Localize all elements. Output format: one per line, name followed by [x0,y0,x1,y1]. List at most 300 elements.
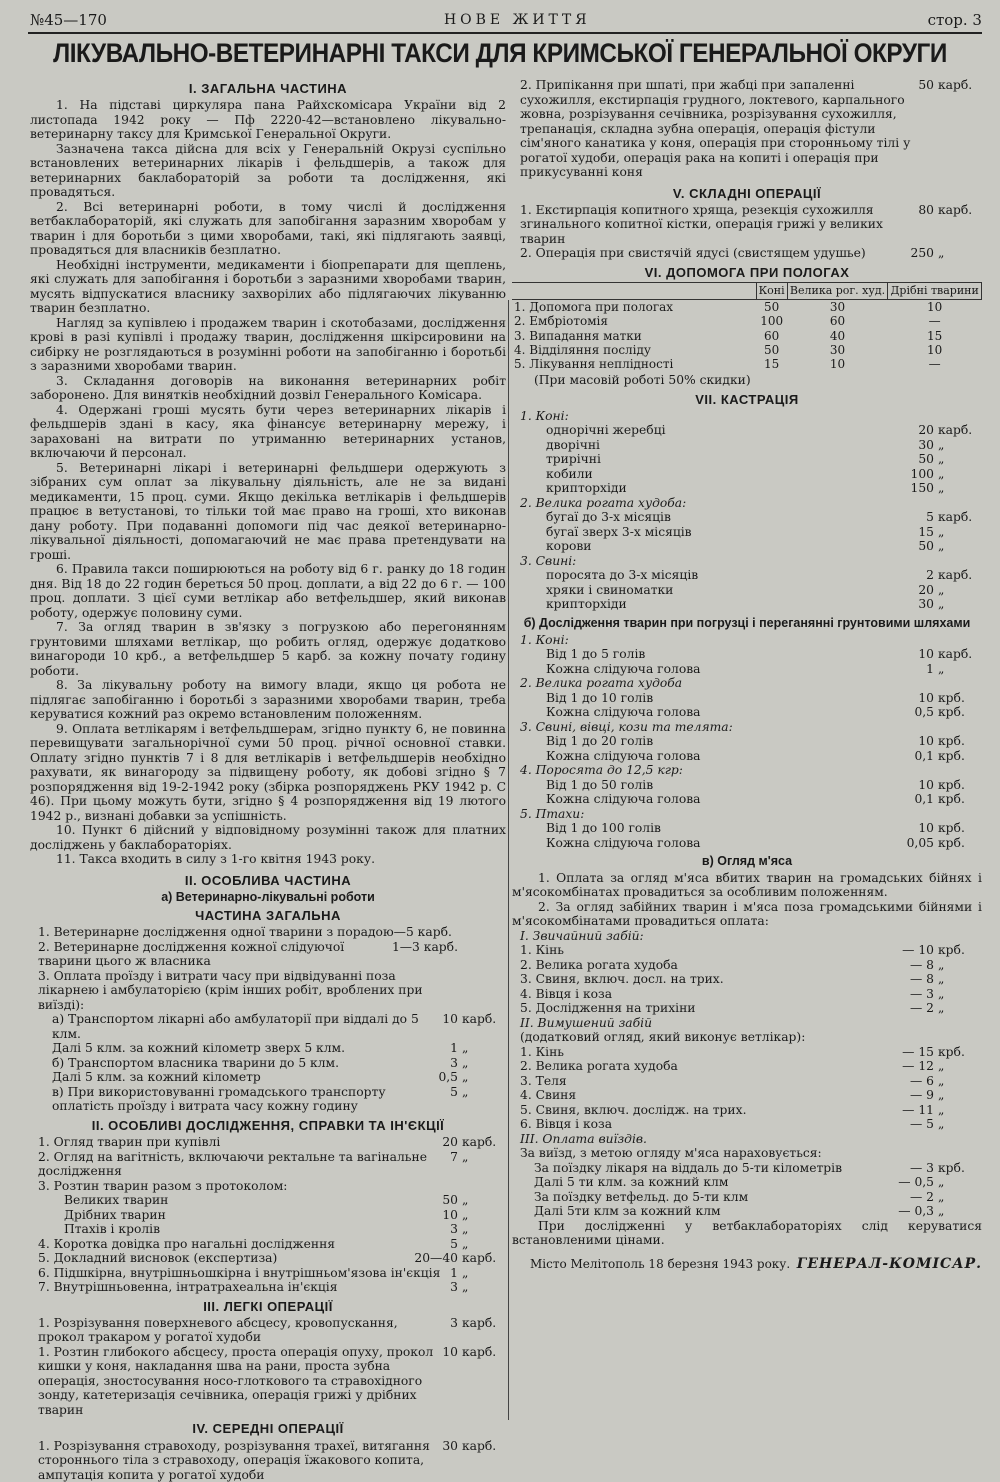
fee-amount: 1 [926,661,934,676]
general-paragraph: 10. Пункт 6 дійсний у відповідному розумінні також для платних досліджень у баклабораторіях. [30,823,506,852]
fee-amount: 10 [442,1344,458,1359]
obstetrics-row [512,314,982,328]
transport-row [512,691,982,706]
fee-amount: 80 [918,202,934,217]
meat-fee-row [512,1204,982,1219]
fee-label: 3. Теля [520,1073,567,1088]
subsection-general: ЧАСТИНА ЗАГАЛЬНА [195,907,341,923]
general-fees-list [30,925,506,1114]
obstetrics-value: 15 [764,356,780,371]
obstetrics-label: 3. Випадання матки [514,328,642,343]
fee-amount: — 6 [909,1073,934,1088]
fee-label: поросята до 3-х місяців [546,568,699,583]
transport-row [512,749,982,764]
meat-group3-list [512,1161,982,1219]
transport-exam-groups [512,633,982,851]
fee-label: Від 1 до 100 голів [546,821,661,836]
fee-amount: 5 [450,1236,458,1251]
fee-unit: крб. [938,835,965,850]
complex-operations-list [512,203,982,261]
fee-label: 2. Ветеринарне дослідження кожної слідуючої тварини цього ж власника [38,939,345,969]
fee-unit: „ [462,1222,469,1237]
general-paragraph: 11. Такса входить в силу з 1-го квітня 1943 року. [56,852,375,867]
fee-label: Від 1 до 10 голів [546,690,654,705]
fee-unit: карб. [938,568,973,583]
fee-label: 1. Огляд тварин при купівлі [38,1135,221,1150]
castration-group-title: 3. Свині: [520,553,577,568]
fee-label: Далі 5 клм. за кожний кілометр зверх 5 клм. [52,1041,346,1056]
general-paragraph: 4. Одержані гроші мусять бути через ветеринарних лікарів і фельдшерів здані в касу, яка фінансує ветеринарну мережу, і зараховані на витрати по утриманню ветеринарних установ, включаючи й персонал. [30,402,506,461]
fee-amount: 10 [918,821,934,836]
obstetrics-label: 4. Відділяння послiду [514,342,651,357]
meat-fee-row [512,1045,982,1060]
exam-fee-row [30,1150,506,1179]
fee-unit: крб. [938,943,965,958]
place-and-date: Місто Мелітополь 18 березня 1943 року. [530,1256,791,1271]
fee-unit: крб. [938,748,965,763]
special-exams-list [30,1135,506,1295]
meat-fee-row [512,943,982,958]
obstetrics-value: 15 [927,328,943,343]
fee-unit: „ [938,1204,945,1219]
transport-row [512,734,982,749]
meat-fee-row [512,1103,982,1118]
exam-fee-row [30,1208,506,1223]
castration-row [512,539,982,554]
fee-unit: „ [462,1084,469,1099]
castration-row [512,525,982,540]
fee-label: крипторхіди [546,481,627,496]
fee-unit: „ [938,1059,945,1074]
obstetrics-label: 1. Допомога при пологах [514,300,674,315]
meat-group2-title: II. Вимушений забій [520,1015,652,1030]
fee-label: Кожна слідуюча голова [546,705,701,720]
fee-amount: 30 [918,597,934,612]
subsection-v: в) Огляд м'яса [701,854,793,869]
fee-amount: 3 [450,1222,458,1237]
fee-unit: „ [938,1175,945,1190]
meat-group1-list [512,943,982,1016]
middle-operations-list-part1 [30,1439,506,1482]
fee-label: кобили [546,466,593,481]
fee-amount: 50 [918,452,934,467]
fee-amount: 1 [450,1265,458,1280]
fee-unit: „ [938,1001,945,1016]
fee-label: Кожна слідуюча голова [546,661,701,676]
general-fee-row [30,1012,506,1041]
castration-group-title: 2. Велика рогата худоба: [520,495,687,510]
obstetrics-value: 40 [829,328,846,343]
transport-row [512,662,982,677]
obstetrics-value: 60 [764,328,780,343]
fee-unit: крб. [938,821,965,836]
fee-unit: „ [938,1088,945,1103]
fee-unit: „ [938,1102,945,1117]
fee-amount: 10 [918,647,934,662]
transport-group-title: 4. Поросята до 12,5 кгр: [520,763,683,778]
fee-unit: крб. [938,1160,965,1175]
obstetrics-col-horses: Коні [756,283,787,300]
exam-fee-row [30,1193,506,1208]
fee-amount: 10 [918,734,934,749]
meat-paragraph: 1. Оплата за огляд м'яса вбитих тварин на громадських бійнях і м'ясокомбінатах провадиться за особливим положенням. [512,870,982,900]
fee-amount: — 11 [902,1102,934,1117]
fee-label: 1. Розтин глибокого абсцесу, проста операція опуху, прокол кишки у коня, накладання шва на рани, проста зубна операція, зностосування носо-глоткового та стравохідного зонду, катетеризація сечівника, операція грижі у дрібних тварин [38,1344,434,1417]
fee-label: 5. Докладний висновок (експертиза) [38,1251,278,1266]
fee-amount: — 5 [909,1117,934,1132]
fee-amount: 5 [450,1084,458,1099]
fee-amount: 1—3 карб. [391,939,458,954]
fee-amount: — 10 [902,943,934,958]
fee-amount: 50 [442,1193,458,1208]
fee-label: 2. Велика рогата худоба [520,957,678,972]
section-heading-2: ІІ. ОСОБЛИВА ЧАСТИНА [184,872,352,888]
fee-unit: „ [938,1189,945,1204]
fee-unit: карб. [462,1344,497,1359]
fee-label: 1. Кінь [520,1044,564,1059]
fee-unit: „ [462,1265,469,1280]
fee-amount: 30 [918,437,934,452]
general-paragraph: Нагляд за купівлею і продажем тварин і скотобазами, дослідження крові в разі купівлі і продажу тварин, дослідження шкірсировини на сибірку не розглядаються в розумінні роботи на запобіганню і боротьбі з заразними хворобами тварин. [30,315,506,374]
obstetrics-row [512,357,982,371]
general-fee-row [30,1085,506,1114]
fee-label: Птахів і кролів [64,1222,161,1237]
fee-label: 3. Розтин тварин разом з протоколом: [38,1178,288,1193]
obstetrics-table-blank-header [512,283,756,300]
transport-row [512,778,982,793]
general-fee-row [30,969,506,1013]
fee-amount: 0,5 [914,705,934,720]
fee-unit: „ [938,986,945,1001]
general-fee-row [30,1056,506,1071]
exam-fee-row [30,1266,506,1281]
fee-label: 7. Внутрішньовенна, інтратрахеальна ін'єкція [38,1280,338,1295]
fee-label: Далі 5 ти клм. за кожний клм [534,1175,729,1190]
header-rule [28,32,982,34]
fee-unit: карб. [462,1438,497,1453]
castration-group-title: 1. Коні: [520,408,569,423]
general-paragraph: 1. На підставі циркуляра пана Райхскомісара України від 2 листопада 1942 року — Пф 2220-42—встановлено лікувально-ветеринарну таксу для Кримської Генеральної Округи. [30,98,506,142]
meat-fee-row [512,987,982,1002]
fee-amount: 30 [442,1438,458,1453]
obstetrics-value: — [928,314,941,329]
fee-unit: „ [938,1073,945,1088]
fee-amount: 0,1 [914,748,934,763]
fee-label: Кожна слідуюча голова [546,792,701,807]
fee-amount: 250 [910,246,934,261]
general-paragraph: Необхідні інструменти, медикаменти і біопрепарати для щеплень, які служать для запобігання і боротьби з заразними хворобами тварин, мусять відпускатися власнику захворілих або підлягаючих лікуванню тварин безплатно. [30,257,506,316]
exam-fee-row [30,1222,506,1237]
fee-unit: „ [938,597,945,612]
page-header [30,8,982,32]
fee-label: крипторхіди [546,597,627,612]
general-paragraph: 5. Ветеринарні лікарі і ветеринарні фельдшери одержують з зібраних сум оплат за лікувальну діяльність, але не за видані медикаменти, 15 проц. суми. Якщо декілька ветлікарів і фельдшерів працює в ветустанові, то тільки той має право на гроші, хто виконав дану роботу. При подаванні допомоги під час деякої ветеринарно-лікувальної діяльності, допомагаючий не має права претендувати на гроші. [30,460,506,562]
fee-amount: — 3 [909,986,934,1001]
fee-unit: карб. [938,78,973,92]
fee-label: 5. Дослідження на трихіни [520,1001,696,1016]
fee-amount: 50 [918,539,934,554]
transport-row [512,705,982,720]
transport-group-title: 5. Птахи: [520,806,585,821]
fee-amount: — 12 [902,1059,934,1074]
fee-label: 3. Свиня, включ. досл. на трих. [520,972,724,987]
meat-final-note: При дослідженні у ветбаклабораторіях слід керуватися встановленими цінами. [512,1218,982,1248]
meat-fee-row [512,1161,982,1176]
general-paragraph: 7. За огляд тварин в зв'язку з погрузкою або перегонянням грунтовими шляхами ветлікар, що робить огляд, одержує додатково винагороди 10 крб., а ветфельдшер 5 карб. за кожну почату годину роботи. [30,620,506,678]
obstetrics-value: 60 [829,314,846,329]
fee-unit: „ [938,582,945,597]
general-fee-row [30,1070,506,1085]
fee-label: 2. Велика рогата худоба [520,1059,678,1074]
obstetrics-row [512,343,982,357]
fee-label: Від 1 до 5 голів [546,647,646,662]
fee-unit: „ [462,1041,469,1056]
complex-op-row [512,246,982,261]
transport-row [512,821,982,836]
meat-fee-row [512,958,982,973]
transport-row [512,792,982,807]
fee-unit: карб. [938,423,973,438]
castration-row [512,423,982,438]
fee-unit: „ [938,661,945,676]
fee-unit: „ [462,1207,469,1222]
light-op-row [30,1316,506,1345]
fee-unit: „ [462,1070,469,1085]
fee-unit: карб. [938,202,973,217]
exam-fee-row [30,1179,506,1194]
fee-label: 6. Вівця і коза [520,1117,613,1132]
fee-unit: карб. [462,1135,497,1150]
fee-amount: 20 [918,582,934,597]
meat-fee-row [512,1059,982,1074]
fee-amount: 100 [910,466,934,481]
general-fee-row [30,1041,506,1056]
obstetrics-label: 5. Лікування неплідності [514,356,674,371]
fee-label: 4. Коротка довідка про нагальні дослідження [38,1236,336,1251]
fee-amount: 0,5 [438,1070,458,1085]
castration-row [512,467,982,482]
obstetrics-value: 50 [764,300,780,315]
fee-label: 1. Кінь [520,943,564,958]
fee-unit: „ [938,481,945,496]
section-heading-4: IV. СЕРЕДНІ ОПЕРАЦІЇ [192,1421,344,1437]
obstetrics-value: 100 [760,314,784,329]
fee-label: Великих тварин [64,1193,169,1208]
obstetrics-row [512,329,982,343]
fee-amount: 3 [450,1055,458,1070]
meat-fee-row [512,1190,982,1205]
obstetrics-note: (При масовій роботі 50% скидки) [534,373,751,388]
fee-amount: — 3 [909,1160,934,1175]
fee-label: 1. Ветеринарне дослідження одної тварини з порадою—5 карб. [38,925,452,940]
meat-fee-row [512,1088,982,1103]
fee-label: 4. Свиня [520,1088,577,1103]
fee-label: 2. Припікання при шпаті, при жабці при запаленні сухожилля, екстирпація грудного, локтевого, карпального жовна, розрізування сечівника, розрізування сухожилля, трепанація, складна зубна операція, операція фістули сім'яного канатика у коня, операція при сторонньому тілі у рогатої худоби, операція рака на копиті і операція при прикусуванні коня [520,78,911,179]
fee-amount: 1 [450,1041,458,1056]
castration-row [512,510,982,525]
subsection-a: а) Ветеринарно-лікувальні роботи [161,890,375,905]
fee-unit: карб. [462,1315,497,1330]
fee-amount: 15 [918,524,934,539]
fee-amount: 20 [442,1135,458,1150]
middle-op-row [30,1439,506,1482]
right-column [512,78,982,1272]
fee-amount: — 15 [902,1044,934,1059]
transport-row [512,647,982,662]
complex-op-row [512,203,982,247]
obstetrics-value: 10 [927,342,943,357]
castration-row [512,438,982,453]
meat-inspection-paragraphs [512,871,982,929]
general-paragraph: 9. Оплата ветлікарям і ветфельдшерам, згідно пункту 6, не повинна перевищувати загальнорічної суми 50 проц. річної основної ставки. Оплату згідно пунктів 7 і 8 для ветлікарів і ветфельдшерів необхідно рахувати, як винагороду за підвищену роботу, як добові згідно § 7 розпорядження від 19-2-1942 року (збірка розпоряджень РКУ 1942 р. С 46). При цьому можуть бути, згідно § 4 розпорядження від 19 лютого 1942 р., визнані добавки за успішність. [30,721,506,823]
obstetrics-value: 10 [927,300,943,315]
fee-unit: „ [462,1280,469,1295]
obstetrics-value: — [928,356,941,371]
section-heading-1: І. ЗАГАЛЬНА ЧАСТИНА [188,81,348,96]
meat-fee-row [512,1001,982,1016]
fee-label: 1. Екстирпація копитного хряща, резекція сухожилля згинального копитної кістки, операція грижі у великих тварин [520,202,883,246]
light-operations-list [30,1316,506,1418]
fee-label: трирічні [546,452,601,467]
fee-label: бугаї зверх 3-х місяців [546,524,692,539]
fee-amount: 5 [926,510,934,525]
fee-amount: 10 [442,1207,458,1222]
fee-label: 4. Вівця і коза [520,986,613,1001]
exam-fee-row [30,1251,506,1266]
fee-unit: „ [462,1055,469,1070]
fee-label: Далі 5ти клм за кожний клм [534,1204,721,1219]
castration-row [512,583,982,598]
castration-groups [512,409,982,612]
fee-unit: карб. [462,1251,497,1266]
fee-amount: — 0,5 [898,1175,934,1190]
fee-amount: 150 [910,481,934,496]
fee-unit: „ [462,1149,469,1164]
general-fee-row [30,940,506,969]
fee-label: б) Транспортом власника тварини до 5 клм. [52,1055,340,1070]
exam-fee-row [30,1237,506,1252]
obstetrics-label: 2. Ембріотомія [514,314,608,329]
fee-label: 2. Операція при свистячій ядусі (свистящем удушье) [520,246,866,261]
fee-unit: карб. [938,510,973,525]
fee-amount: 0,1 [914,792,934,807]
fee-amount: — 9 [909,1088,934,1103]
general-fee-row [30,925,506,940]
meat-fee-row [512,1074,982,1089]
fee-amount: — 8 [909,972,934,987]
fee-amount: — 2 [909,1189,934,1204]
fee-label: Кожна слідуюча голова [546,748,701,763]
fee-label: хряки і свиноматки [546,582,674,597]
fee-label: дворічні [546,437,600,452]
castration-row [512,452,982,467]
general-paragraph: 6. Правила такси поширюються на роботу від 6 г. ранку до 18 годин дня. Від 18 до 22 годин береться 50 проц. доплати, а від 22 до 6 г. — 100 проц. доплати. З цієї суми ветлікар або ветфельдшер, який виконав роботу, одержує половину суми. [30,562,506,620]
signature-row [512,1256,982,1273]
fee-unit: карб. [938,647,973,662]
fee-label: Кожна слідуюча голова [546,835,701,850]
meat-group2-note: (додатковий огляд, який виконує ветлікар): [520,1030,806,1045]
section-heading-3: ІІІ. ЛЕГКІ ОПЕРАЦІЇ [203,1298,333,1314]
general-paragraph: 3. Складання договорів на виконання ветеринарних робіт заборонено. Для винятків необхідний дозвіл Генерального Комісара. [30,373,506,403]
obstetrics-col-small: Дрібні тварини [888,283,982,300]
fee-unit: крб. [938,777,965,792]
fee-unit: „ [462,1193,469,1208]
general-paragraph: 8. За лікувальну роботу на вимогу влади, якщо ця робота не підлягає запобіганню і боротьбі з заразними хворобами тварин, треба керуватися кожний раз окремо встановленим положенням. [30,678,506,722]
fee-amount: 7 [450,1149,458,1164]
fee-unit: „ [938,524,945,539]
fee-unit: „ [938,1117,945,1132]
meat-group3-title: III. Оплата виїздів. [520,1131,647,1146]
section-heading-special-exams: ІІ. ОСОБЛИВІ ДОСЛІДЖЕННЯ, СПРАВКИ ТА ІН'ЄКЦІЇ [91,1117,445,1133]
fee-label: 2. Огляд на вагітність, включаючи ректальне та вагінальне дослідження [38,1149,427,1179]
obstetrics-value: 10 [829,356,846,371]
fee-amount: 0,05 [906,835,934,850]
obstetrics-value: 50 [764,342,780,357]
meat-group3-note: За виїзд, з метою огляду м'яса нараховується: [520,1146,822,1161]
fee-unit: „ [938,957,945,972]
fee-label: Від 1 до 20 голів [546,734,654,749]
newspaper-name: НОВЕ ЖИТТЯ [443,12,591,28]
meat-group2-list [512,1045,982,1132]
fee-label: 3. Оплата проїзду і витрати часу при відвідуванні поза лікарнею і амбулаторією (крім інших робіт, вроблених при виїзді): [38,968,423,1012]
fee-unit: „ [938,437,945,452]
fee-unit: крб. [938,1044,965,1059]
light-op-row [30,1345,506,1418]
obstetrics-col-cattle: Велика рог. худ. [787,283,888,300]
meat-fee-row [512,1117,982,1132]
exam-fee-row [30,1280,506,1295]
fee-unit: „ [462,1236,469,1251]
fee-unit: карб. [462,1012,497,1027]
general-part-paragraphs [30,98,506,867]
obstetrics-row [512,300,982,315]
fee-amount: — 8 [909,957,934,972]
transport-group-title: 2. Велика рогата худоба [520,676,683,691]
issue-number: №45—170 [30,11,107,29]
fee-label: однорічні жеребці [546,423,666,438]
section-heading-7: VII. КАСТРАЦІЯ [695,391,799,407]
fee-amount: 20—40 [414,1251,458,1266]
column-divider [508,300,509,1420]
obstetrics-value: 30 [829,342,846,357]
fee-label: 5. Свиня, включ. дослідж. на трих. [520,1102,747,1117]
fee-amount: — 2 [909,1001,934,1016]
obstetrics-table [512,282,982,371]
fee-amount: 10 [918,777,934,792]
signature: ГЕНЕРАЛ-КОМІСАР. [796,1255,982,1272]
page-number: стор. 3 [927,11,982,29]
fee-amount: — 0,3 [898,1204,934,1219]
transport-row [512,836,982,851]
fee-label: корови [546,539,592,554]
fee-label: 1. Розрізування стравоходу, розрізування трахеї, витягання стороннього тіла з стравоходу, операція їжакового копита, ампутація копита у рогатої худоби [38,1438,430,1482]
fee-label: Від 1 до 50 голів [546,777,654,792]
fee-label: Дрібних тварин [64,1207,166,1222]
exam-fee-row [30,1135,506,1150]
meat-paragraph: 2. За огляд забійних тварин і м'яса поза громадськими бійнями і м'ясокомбінатами провадиться оплата: [512,899,982,929]
section-heading-5: V. СКЛАДНІ ОПЕРАЦІЇ [672,185,822,201]
fee-unit: „ [938,466,945,481]
castration-row [512,597,982,612]
left-column [30,78,506,1482]
fee-amount: 10 [442,1012,458,1027]
obstetrics-value: 30 [829,300,846,315]
article-title: ЛІКУВАЛЬНО-ВЕТЕРИНАРНІ ТАКСИ ДЛЯ КРИМСЬКОЇ ГЕНЕРАЛЬНОЇ ОКРУГИ [53,38,947,68]
fee-amount: 50 [918,78,934,92]
fee-unit: „ [938,452,945,467]
fee-unit: крб. [938,734,965,749]
general-paragraph: Зазначена такса дійсна для всіх у Генеральній Окрузі суспільно встановлених ветеринарних лікарів і фельдшерів, а також для ветеринарних баклабораторій за роботи та дослідження, які провадяться. [30,141,506,200]
